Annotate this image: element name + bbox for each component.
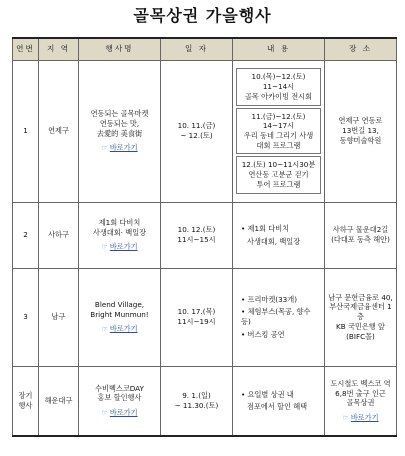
place-line: 연제구 연동로: [338, 116, 383, 126]
header-place: 장 소: [325, 38, 397, 60]
program-line: 골목 아카이빙 전시회: [244, 91, 313, 101]
row-no: 2: [13, 202, 39, 268]
program-line: 12.(토) 10~11시30분: [241, 160, 316, 170]
place-line: (BIFC몰): [346, 331, 375, 341]
event-name-line: 연동되는 골목마켓: [90, 109, 149, 119]
content-bullet: • 프리마켓(33개): [241, 294, 297, 304]
content-bullet: • 버스킹 공연: [241, 329, 285, 339]
event-name-line: 去愛的 美食街: [96, 128, 143, 138]
date-line: ~ 11.30.(토): [174, 400, 219, 410]
place-line: 남구 문현금융로 40,: [328, 292, 393, 302]
program-box: [236, 68, 321, 105]
header-date: 일 자: [161, 38, 233, 60]
link-icon: ☞: [342, 412, 349, 422]
row-region: 연제구: [39, 60, 79, 202]
row-event-name: [79, 202, 161, 268]
row-date: [161, 268, 233, 366]
row-no-line: 장기: [18, 391, 33, 401]
row-no: 1: [13, 60, 39, 202]
shortcut-link[interactable]: [81, 242, 158, 252]
row-date: [161, 202, 233, 268]
program-line: 우리 동네 그리기 사생: [243, 131, 314, 140]
row-date: [161, 366, 233, 436]
row-event-name: [79, 60, 161, 202]
event-name-line: 수비벡스코DAY: [95, 383, 144, 393]
place-line: 13번길 13,: [342, 126, 379, 136]
shortcut-link-label[interactable]: 바로가기: [109, 324, 138, 334]
row-event-name: [79, 366, 161, 436]
link-icon: ☞: [101, 324, 108, 334]
content-bullet: • 제1회 다비치: [241, 223, 290, 233]
place-line: 6,8번 출구 인근: [335, 388, 386, 398]
program-line: 연산동 고분군 걷기: [248, 170, 309, 180]
table-row: [13, 268, 397, 366]
title-highlight: 가을행사: [206, 3, 272, 26]
place-line: 동향미술학원: [339, 135, 382, 145]
event-name-line: 사생대회· 백일장: [92, 227, 147, 237]
row-place: [325, 202, 397, 268]
table-header-row: [13, 38, 397, 60]
row-no-line: 행사: [18, 400, 33, 410]
content-bullet: 사생대회, 백일장: [247, 236, 301, 246]
page-title: [0, 3, 405, 26]
shortcut-link-label[interactable]: 바로가기: [109, 143, 138, 153]
place-line: 골목상권: [346, 398, 375, 408]
event-table: [12, 37, 397, 437]
place-line: (다대포 동측 해안): [331, 235, 390, 244]
row-no: [13, 366, 39, 436]
table-row: [13, 60, 397, 202]
row-place: [325, 268, 397, 366]
date-line: 11시~19시: [177, 317, 216, 326]
shortcut-link-label[interactable]: 바로가기: [109, 242, 138, 252]
date-line: 10. 12.(토): [177, 225, 216, 235]
shortcut-link-label[interactable]: 바로가기: [109, 408, 138, 418]
row-region: 남구: [39, 268, 79, 366]
place-line: KB 국민은행 앞: [336, 321, 385, 331]
row-place: [325, 60, 397, 202]
link-icon: ☞: [101, 408, 108, 418]
date-line: 11시~15시: [177, 235, 216, 244]
event-name-line: 제1회 다비치: [98, 217, 141, 227]
program-box: [236, 156, 321, 193]
header-content: 내 용: [233, 38, 325, 60]
shortcut-link[interactable]: [327, 413, 394, 423]
shortcut-link[interactable]: [81, 408, 158, 418]
row-event-name: [79, 268, 161, 366]
program-line: 대회 프로그램: [256, 140, 301, 150]
content-bullet: 점포에서 할인 혜택: [247, 402, 308, 412]
row-no: 3: [13, 268, 39, 366]
place-line: 부산국제금융센터 1층: [329, 302, 392, 322]
event-name-line: Bright Munmun!: [90, 309, 149, 319]
header-name: 행사명: [79, 38, 161, 60]
event-name-line: Blend Village,: [94, 299, 145, 309]
date-line: 10. 17.(목): [177, 307, 216, 317]
program-line: 11.(금)~12.(토) 14~17시: [251, 111, 306, 131]
date-line: 9. 1.(일): [182, 391, 211, 401]
shortcut-link[interactable]: [81, 143, 158, 153]
row-content: [233, 366, 325, 436]
content-bullet: • 요일별 상권 내: [241, 389, 294, 399]
row-place: [325, 366, 397, 436]
table-row: [13, 202, 397, 268]
link-icon: ☞: [101, 242, 108, 252]
row-date: [161, 60, 233, 202]
date-line: 10. 11.(금): [177, 121, 216, 131]
date-line: ~ 12.(토): [180, 131, 213, 140]
header-no: 연번: [13, 38, 39, 60]
content-bullet: • 체험부스(목공, 향수 등): [241, 307, 311, 326]
row-region: 해운대구: [39, 366, 79, 436]
shortcut-link[interactable]: [81, 324, 158, 334]
row-content: [233, 268, 325, 366]
place-line: 도시철도 벡스코 역: [330, 378, 391, 388]
program-box: [236, 108, 321, 155]
link-icon: ☞: [101, 143, 108, 153]
row-content: [233, 60, 325, 202]
row-content: [233, 202, 325, 268]
row-region: 사하구: [39, 202, 79, 268]
event-name-line: 홍보 할인행사: [97, 393, 142, 403]
event-name-line: 연동되는 맛,: [99, 118, 140, 128]
shortcut-link-label[interactable]: 바로가기: [350, 412, 379, 422]
title-prefix: 골목상권: [133, 6, 200, 25]
header-region: 지 역: [39, 38, 79, 60]
table-row: [13, 366, 397, 436]
program-line: 10.(목)~12.(토) 11~14시: [251, 72, 306, 92]
program-line: 투어 프로그램: [256, 179, 301, 189]
place-line: 사하구 물운대2길: [332, 225, 389, 235]
